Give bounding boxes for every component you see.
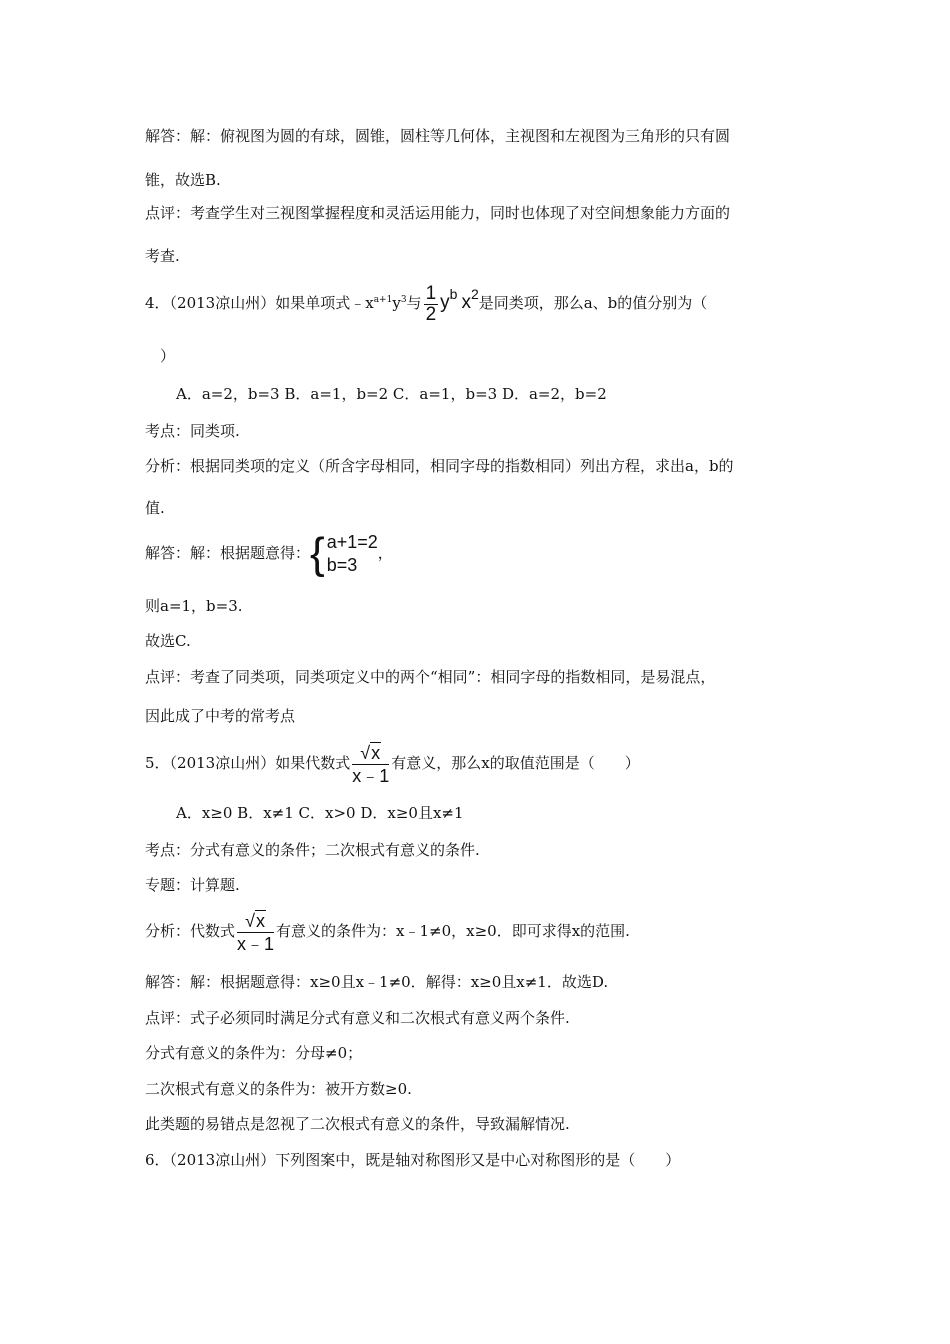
q5-note-1: 分式有意义的条件为：分母≠0； [145, 1044, 363, 1062]
q4-x2: x [461, 292, 471, 313]
q4-prefix: 4．（2013凉山州）如果单项式﹣x [145, 294, 374, 312]
q5-comment: 点评：式子必须同时满足分式有意义和二次根式有意义两个条件. [145, 1009, 570, 1027]
q4-solution-prefix: 解答：解：根据题意得： [145, 544, 311, 562]
q4-comment-2: 因此成了中考的常考点 [145, 707, 296, 725]
fraction-denominator: x﹣1 [237, 933, 275, 954]
q4-mid: 与 [406, 294, 422, 312]
radicand: x [371, 742, 381, 763]
q5-solution: 解答：解：根据题意得：x≥0且x﹣1≠0．解得：x≥0且x≠1．故选D. [145, 973, 609, 991]
q5-options: A．x≥0 B．x≠1 C．x>0 D．x≥0且x≠1 [176, 804, 464, 822]
question-4 [145, 283, 707, 325]
sqrt-expression: √x [245, 910, 265, 931]
q4-analysis-1: 分析：根据同类项的定义（所含字母相同，相同字母的指数相同）列出方程，求出a，b的 [145, 457, 734, 475]
radicand: x [255, 910, 265, 931]
q5-category: 专题：计算题. [145, 876, 240, 894]
fraction-denominator: x﹣1 [352, 765, 390, 786]
q5-note-2: 二次根式有意义的条件为：被开方数≥0. [145, 1080, 412, 1098]
question-5 [145, 738, 640, 788]
q4-analysis-2: 值. [145, 499, 165, 517]
expression-fraction [237, 910, 274, 955]
equation-system [310, 531, 378, 577]
q4-y2: y [440, 292, 450, 313]
q4-choice: 故选C. [145, 632, 191, 650]
q4-solution [145, 528, 393, 578]
comment-line-1: 点评：考查学生对三视图掌握程度和灵活运用能力，同时也体现了对空间想象能力方面的 [145, 204, 731, 222]
q5-analysis [145, 906, 630, 956]
q4-solution-suffix: ， [377, 544, 393, 562]
fraction-half [424, 284, 439, 325]
fraction-numerator: 1 [425, 282, 437, 304]
answer-line-1: 解答：解：俯视图为圆的有球，圆锥，圆柱等几何体，主视图和左视图为三角形的只有圆 [145, 127, 731, 145]
fraction-denominator: 2 [425, 303, 437, 325]
q4-exp1: a+1 [373, 295, 393, 305]
q4-y: y [392, 294, 401, 312]
q4-comment-1: 点评：考查了同类项，同类项定义中的两个“相同”：相同字母的指数相同，是易混点， [145, 668, 716, 686]
q4-suffix: 是同类项，那么a、b的值分别为（ [478, 294, 708, 312]
q4-exp-2: 2 [470, 286, 479, 302]
q5-topic: 考点：分式有意义的条件；二次根式有意义的条件. [145, 841, 480, 859]
comment-line-2: 考查. [145, 247, 180, 265]
q5-analysis-suffix: 有意义的条件为：x﹣1≠0，x≥0．即可求得x的范围. [276, 922, 630, 940]
q5-prefix: 5．（2013凉山州）如果代数式 [145, 754, 351, 772]
expression-fraction [352, 742, 389, 787]
q4-close-paren: ） [160, 347, 176, 365]
answer-line-2: 锥，故选B. [145, 171, 221, 189]
brace-icon: { [310, 529, 325, 578]
q5-note-3: 此类题的易错点是忽视了二次根式有意义的条件，导致漏解情况. [145, 1115, 570, 1133]
q4-exp2: 3 [400, 295, 407, 305]
q5-suffix: 有意义，那么x的取值范围是（ ） [391, 754, 640, 772]
question-6: 6．（2013凉山州）下列图案中，既是轴对称图形又是中心对称图形的是（ ） [145, 1151, 681, 1169]
q4-options: A．a=2，b=3 B．a=1，b=2 C．a=1，b=3 D．a=2，b=2 [176, 385, 607, 403]
q4-result: 则a=1，b=3. [145, 597, 243, 615]
sqrt-expression: √x [360, 742, 381, 763]
equation-2: b=3 [326, 555, 358, 575]
q4-topic: 考点：同类项. [145, 422, 240, 440]
q4-exp-b: b [449, 286, 458, 302]
q5-analysis-prefix: 分析：代数式 [145, 922, 236, 940]
equation-1: a+1=2 [326, 532, 378, 552]
